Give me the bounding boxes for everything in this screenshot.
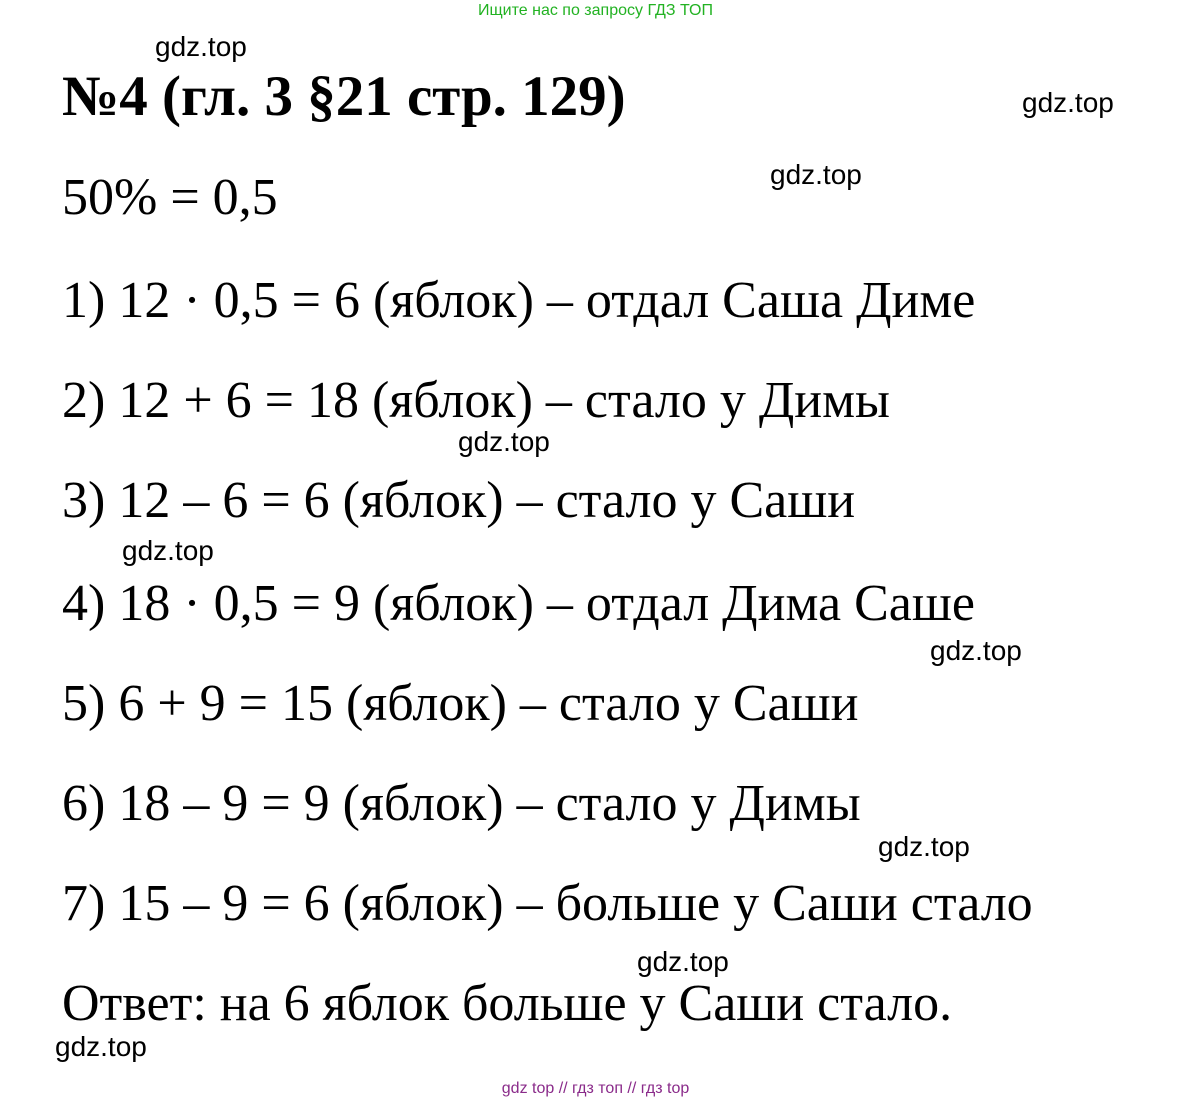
watermark: gdz.top xyxy=(122,535,214,566)
watermark: gdz.top xyxy=(458,426,550,457)
search-hint-link[interactable]: Ищите нас по запросу ГДЗ ТОП xyxy=(478,2,713,19)
watermark: gdz.top xyxy=(637,946,729,977)
solution-line-step-5: 5) 6 + 9 = 15 (яблок) – стало у Саши xyxy=(62,675,859,732)
solution-line-step-7: 7) 15 – 9 = 6 (яблок) – больше у Саши стало xyxy=(62,875,1033,932)
solution-line-step-3: 3) 12 – 6 = 6 (яблок) – стало у Саши xyxy=(62,472,856,529)
solution-line-percent: 50% = 0,5 xyxy=(62,169,278,226)
page-title: №4 (гл. 3 §21 стр. 129) xyxy=(62,65,626,128)
solution-line-step-1: 1) 12 · 0,5 = 6 (яблок) – отдал Саша Диме xyxy=(62,272,976,329)
answer-line: Ответ: на 6 яблок больше у Саши стало. xyxy=(62,975,953,1032)
watermark: gdz.top xyxy=(770,159,862,190)
watermark: gdz.top xyxy=(930,635,1022,666)
watermark: gdz.top xyxy=(1022,87,1114,118)
footer-links[interactable]: gdz top // гдз топ // гдз top xyxy=(501,1080,690,1097)
solution-line-step-6: 6) 18 – 9 = 9 (яблок) – стало у Димы xyxy=(62,775,861,832)
solution-line-step-4: 4) 18 · 0,5 = 9 (яблок) – отдал Дима Саше xyxy=(62,575,975,632)
watermark: gdz.top xyxy=(55,1031,147,1062)
solution-line-step-2: 2) 12 + 6 = 18 (яблок) – стало у Димы xyxy=(62,372,890,429)
watermark: gdz.top xyxy=(155,31,247,62)
watermark: gdz.top xyxy=(878,831,970,862)
